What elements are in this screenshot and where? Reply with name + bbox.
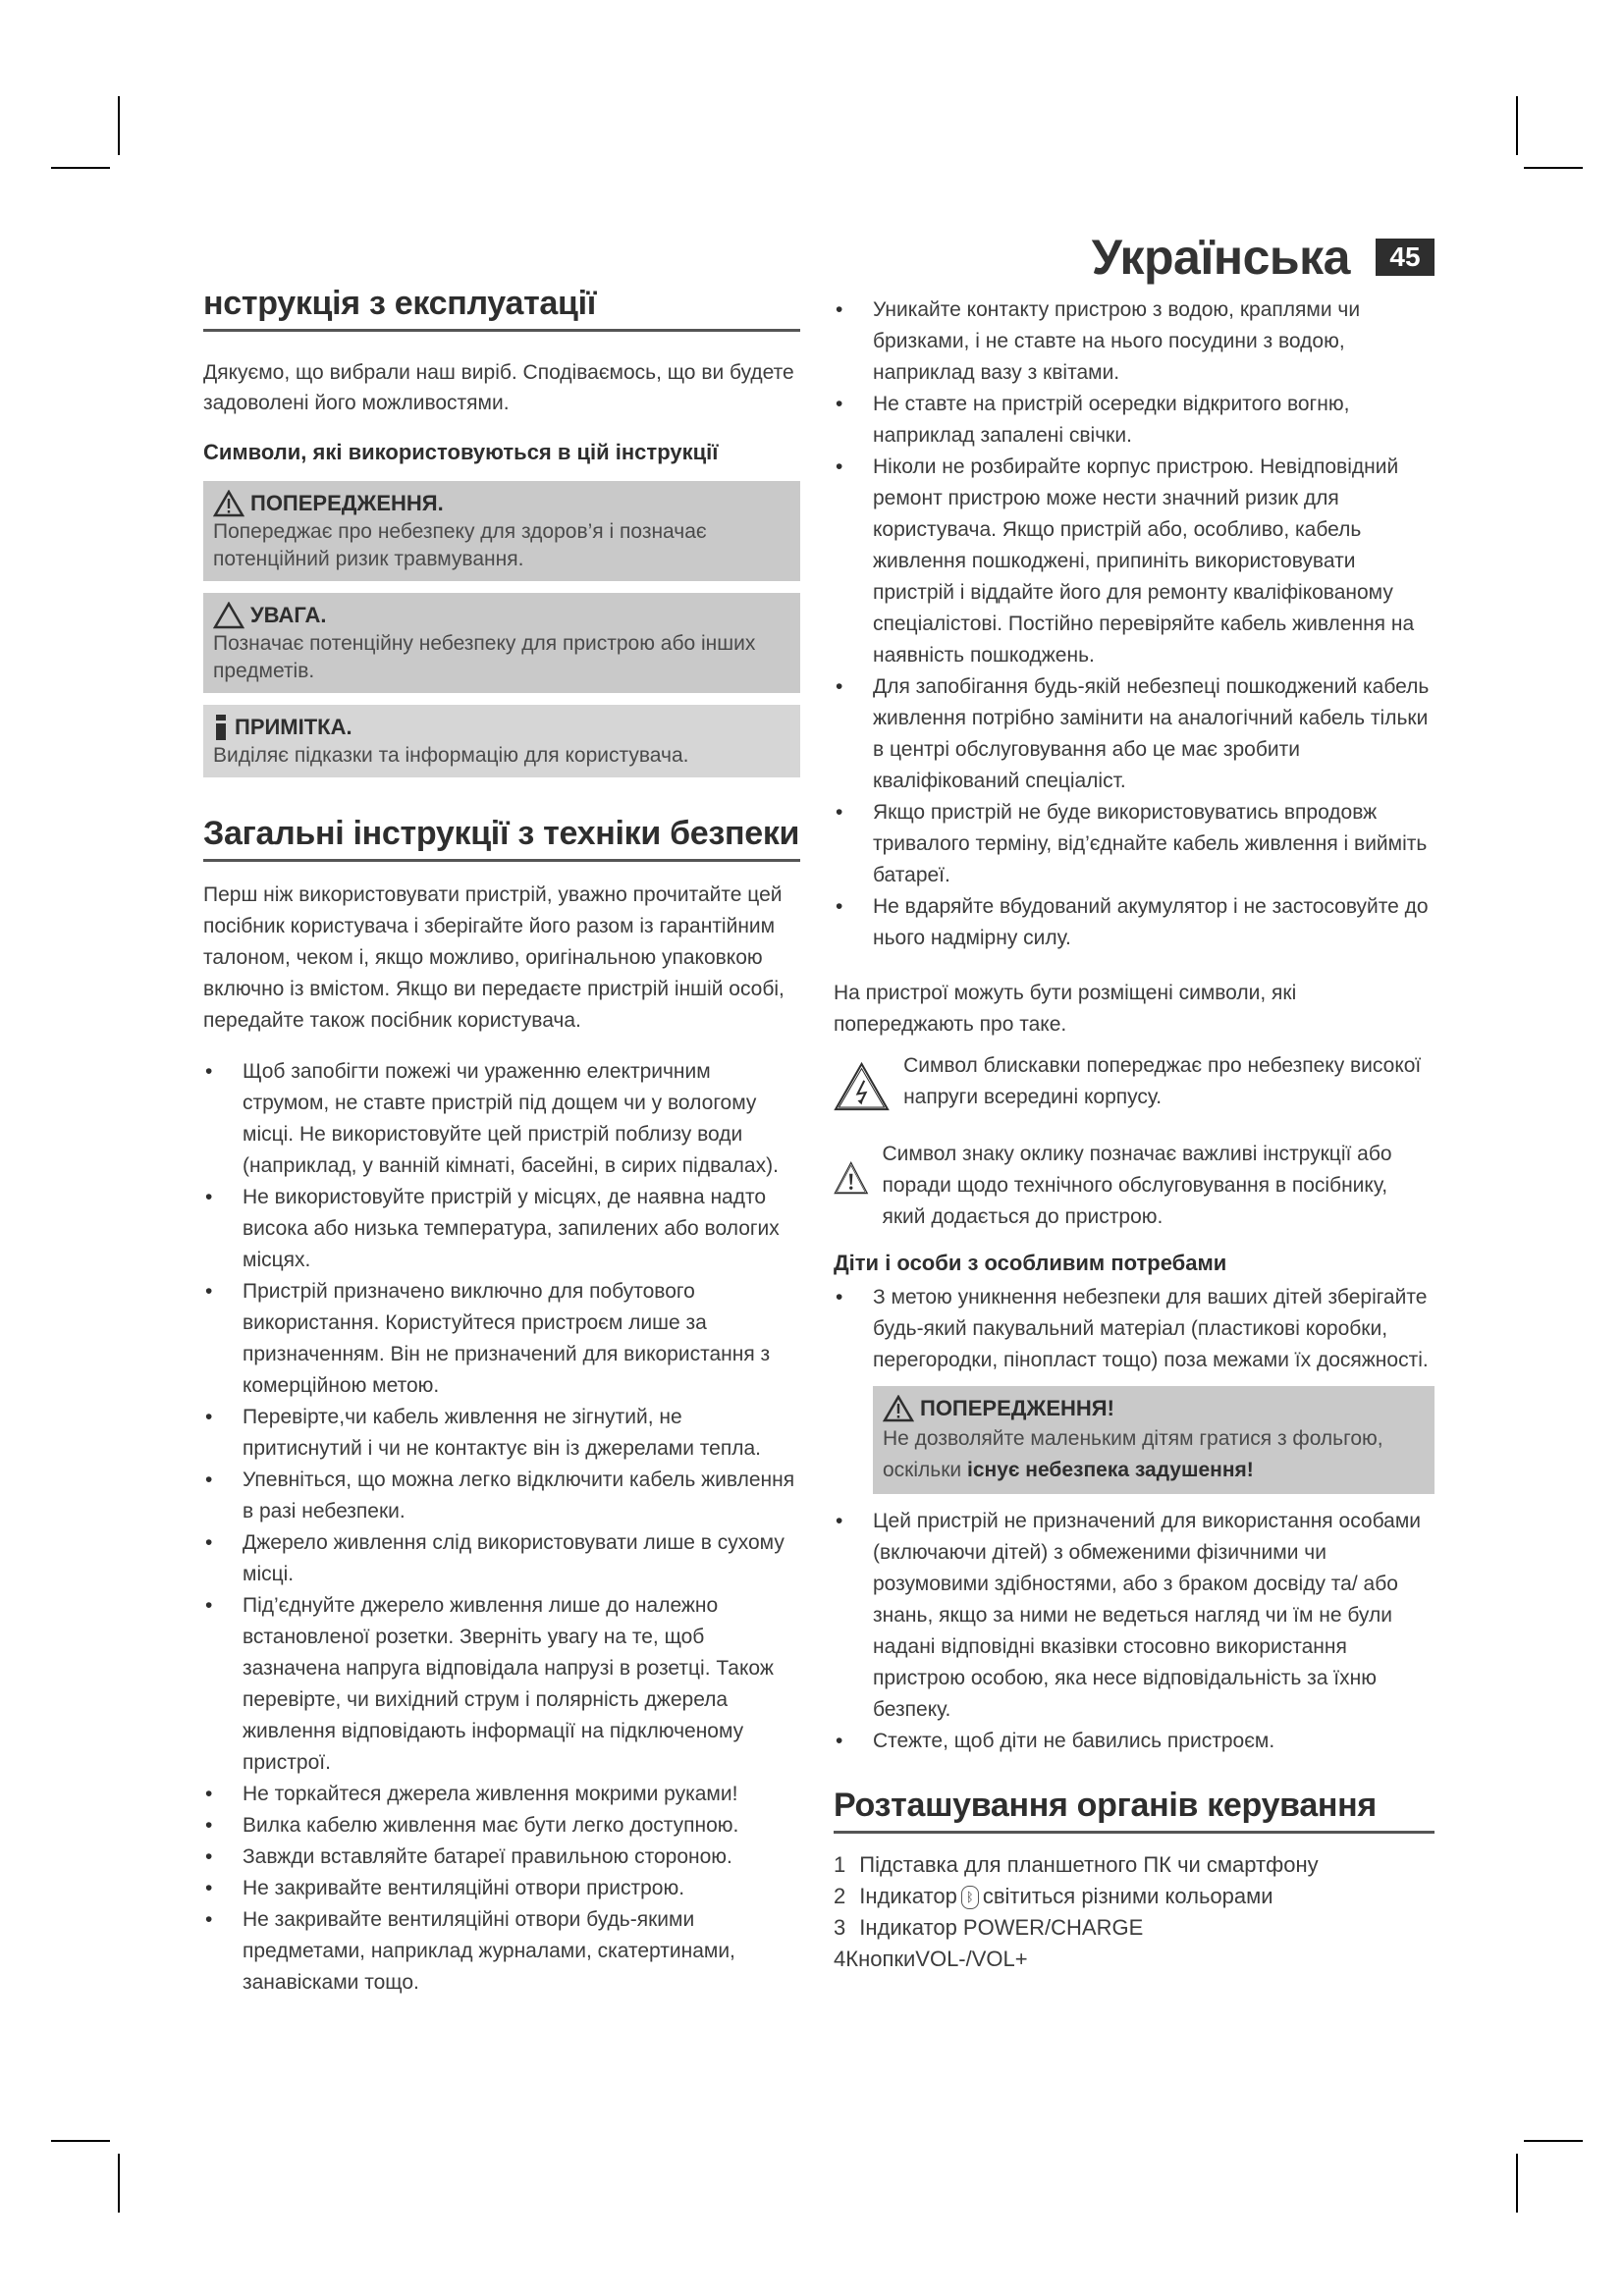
- list-item: • З метою уникнення небезпеки для ваших дітей зберігайте будь-який пакувальний матеріал (пластикові коробки, перегородки, пінопласт тощо) поза межами їх досяжності.: [834, 1282, 1435, 1376]
- warning-text: Не дозволяйте маленьким дітям гратися з фольгою, оскільки: [883, 1427, 1383, 1481]
- safety-intro: Перш ніж використовувати пристрій, уважно прочитайте цей посібник користувача і зберігайте його разом із гарантійним талоном, чеком і, якщо можливо, оригінальною упаковкою включно із вмістом. Якщо ви передаєте пристрій іншій особі, передайте також посібник користувача.: [203, 883, 785, 1032]
- item-number: 2: [834, 1884, 846, 1908]
- children-list: [834, 1282, 1435, 1376]
- warning-triangle-icon: [883, 1395, 914, 1422]
- list-item: • Ніколи не розбирайте корпус пристрою. Невідповідний ремонт пристрою може нести значний ризик для користувача. Якщо пристрій або, особливо, кабель живлення пошкоджені, припиніть використовувати пристрій і віддайте його для ремонту кваліфікованому спеціалістові. Постійно перевіряйте кабель живлення на наявність пошкоджень.: [834, 452, 1435, 671]
- warning-box: [203, 481, 800, 581]
- controls-heading: Розташування органів керування: [834, 1787, 1435, 1834]
- children-list-2: [834, 1506, 1435, 1757]
- item-number: 4: [834, 1947, 846, 1971]
- list-item: • Не закривайте вентиляційні отвори пристрою.: [203, 1873, 800, 1904]
- caution-box: [203, 593, 800, 693]
- page-number: 45: [1376, 239, 1435, 276]
- warning-triangle-icon: [213, 490, 244, 517]
- list-item: • Уникайте контакту пристрою з водою, краплями чи бризками, і не ставте на нього посудини з водою, наприклад вазу з квітами.: [834, 294, 1435, 389]
- list-item: • Не закривайте вентиляційні отвори будь-якими предметами, наприклад журналами, скатертинами, занавісками тощо.: [203, 1904, 800, 1999]
- safety-heading: Загальні інструкції з техніки безпеки: [203, 815, 800, 862]
- caution-title: УВАГА.: [250, 603, 327, 627]
- list-item: [834, 1881, 1435, 1912]
- exclamation-symbol-row: [834, 1139, 1435, 1233]
- crop-mark: [51, 167, 110, 169]
- symbols-intro: На пристрої можуть бути розміщені символи, які попереджають про таке.: [834, 982, 1297, 1036]
- lightning-symbol-row: [834, 1050, 1435, 1123]
- exclamation-description: Символ знаку оклику позначає важливі інструкції або поради щодо технічного обслуговування в посібнику, який додається до пристрою.: [882, 1143, 1392, 1228]
- high-voltage-icon: [834, 1050, 890, 1123]
- list-item: • Джерело живлення слід використовувати лише в сухому місці.: [203, 1527, 800, 1590]
- list-item: • Стежте, щоб діти не бавились пристроєм.: [834, 1726, 1435, 1757]
- list-item: • Цей пристрій не призначений для використання особами (включаючи дітей) з обмеженими фізичними чи розумовими здібностями, або з браком досвіду та/ або знань, якщо за ними не ведеться нагляд чи їм не були надані відповідні вказівки стосовно використання пристрою особою, яка несе відповідальність за їхню безпеку.: [834, 1506, 1435, 1726]
- item-text: КнопкиVOL-/VOL+: [845, 1947, 1028, 1971]
- list-item: • Не ставте на пристрій осередки відкритого вогню, наприклад запалені свічки.: [834, 389, 1435, 452]
- list-item: [834, 1912, 1435, 1944]
- note-box: [203, 705, 800, 777]
- list-item: • Під’єднуйте джерело живлення лише до належно встановленої розетки. Зверніть увагу на те, щоб зазначена напруга відповідала напрузі в розетці. Також перевірте, чи вихідний струм і полярність джерела живлення відповідають інформації на підключеному пристрої.: [203, 1590, 800, 1779]
- warning-emphasis: існує небезпека задушення!: [967, 1459, 1254, 1481]
- crop-mark: [118, 96, 120, 155]
- instructions-heading: нструкція з експлуатації: [203, 285, 800, 332]
- note-text: Виділяє підказки та інформацію для користувача.: [213, 744, 689, 767]
- symbols-heading: Символи, які використовуються в цій інструкції: [203, 440, 719, 464]
- exclamation-triangle-icon: [834, 1139, 869, 1217]
- controls-list: [834, 1849, 1435, 1975]
- safety-list: [203, 1056, 800, 1999]
- language-title: Українська: [1091, 230, 1350, 285]
- children-heading: Діти і особи з особливим потребами: [834, 1251, 1227, 1275]
- list-item: • Щоб запобігти пожежі чи ураженню електричним струмом, не ставте пристрій під дощем чи у вологому місці. Не використовуйте цей пристрій поблизу води (наприклад, у ванній кімнаті, басейні, в сирих підвалах).: [203, 1056, 800, 1182]
- warning-title: ПОПЕРЕДЖЕННЯ.: [250, 491, 444, 515]
- left-column: [203, 285, 800, 1999]
- list-item: • Не використовуйте пристрій у місцях, де наявна надто висока або низька температура, запилених або вологих місцях.: [203, 1182, 800, 1276]
- info-icon: [213, 714, 229, 741]
- crop-mark: [1524, 2140, 1583, 2142]
- list-item: • Вилка кабелю живлення має бути легко доступною.: [203, 1810, 800, 1842]
- page-header: [1092, 229, 1435, 286]
- lightning-description: Символ блискавки попереджає про небезпеку високої напруги всередині корпусу.: [903, 1054, 1422, 1108]
- list-item: • Упевніться, що можна легко відключити кабель живлення в разі небезпеки.: [203, 1465, 800, 1527]
- warning-title: ПОПЕРЕДЖЕННЯ!: [920, 1396, 1114, 1420]
- warning-text: Попереджає про небезпеку для здоров’я і позначає потенційний ризик травмування.: [213, 520, 707, 570]
- crop-mark: [118, 2154, 120, 2213]
- children-warning-box: [873, 1386, 1435, 1494]
- right-column: [834, 294, 1435, 1975]
- list-item: • Завжди вставляйте батареї правильною стороною.: [203, 1842, 800, 1873]
- list-item: [834, 1849, 1435, 1881]
- list-item: • Не вдаряйте вбудований акумулятор і не застосовуйте до нього надмірну силу.: [834, 891, 1435, 954]
- caution-text: Позначає потенційну небезпеку для пристрою або інших предметів.: [213, 632, 756, 682]
- item-text: Індикатор: [859, 1884, 957, 1908]
- item-number: 1: [834, 1852, 846, 1877]
- note-title: ПРИМІТКА.: [235, 715, 352, 739]
- intro-text: Дякуємо, що вибрали наш виріб. Сподіваємось, що ви будете задоволені його можливостями.: [203, 361, 794, 414]
- list-item: • Якщо пристрій не буде використовуватись впродовж тривалого терміну, від’єднайте кабель живлення і вийміть батареї.: [834, 797, 1435, 891]
- item-text: Індикатор POWER/CHARGE: [859, 1915, 1144, 1940]
- list-item: • Перевірте,чи кабель живлення не зігнутий, не притиснутий і чи не контактує він із джерелами тепла.: [203, 1402, 800, 1465]
- crop-mark: [1516, 2154, 1518, 2213]
- item-number: 3: [834, 1915, 846, 1940]
- crop-mark: [51, 2140, 110, 2142]
- bluetooth-icon: ᛒ: [961, 1886, 979, 1909]
- list-item: • Для запобігання будь-якій небезпеці пошкоджений кабель живлення потрібно замінити на аналогічний кабель тільки в центрі обслуговування або це має зробити кваліфікований спеціаліст.: [834, 671, 1435, 797]
- caution-triangle-icon: [213, 602, 244, 629]
- item-text: Підставка для планшетного ПК чи смартфону: [859, 1852, 1319, 1877]
- crop-mark: [1524, 167, 1583, 169]
- list-item: • Пристрій призначено виключно для побутового використання. Користуйтеся пристроєм лише за призначенням. Він не призначений для використання з комерційною метою.: [203, 1276, 800, 1402]
- crop-mark: [1516, 96, 1518, 155]
- list-item: • Не торкайтеся джерела живлення мокрими руками!: [203, 1779, 800, 1810]
- safety-list-continued: [834, 294, 1435, 954]
- item-text: світиться різними кольорами: [982, 1884, 1273, 1908]
- list-item: [834, 1944, 1435, 1975]
